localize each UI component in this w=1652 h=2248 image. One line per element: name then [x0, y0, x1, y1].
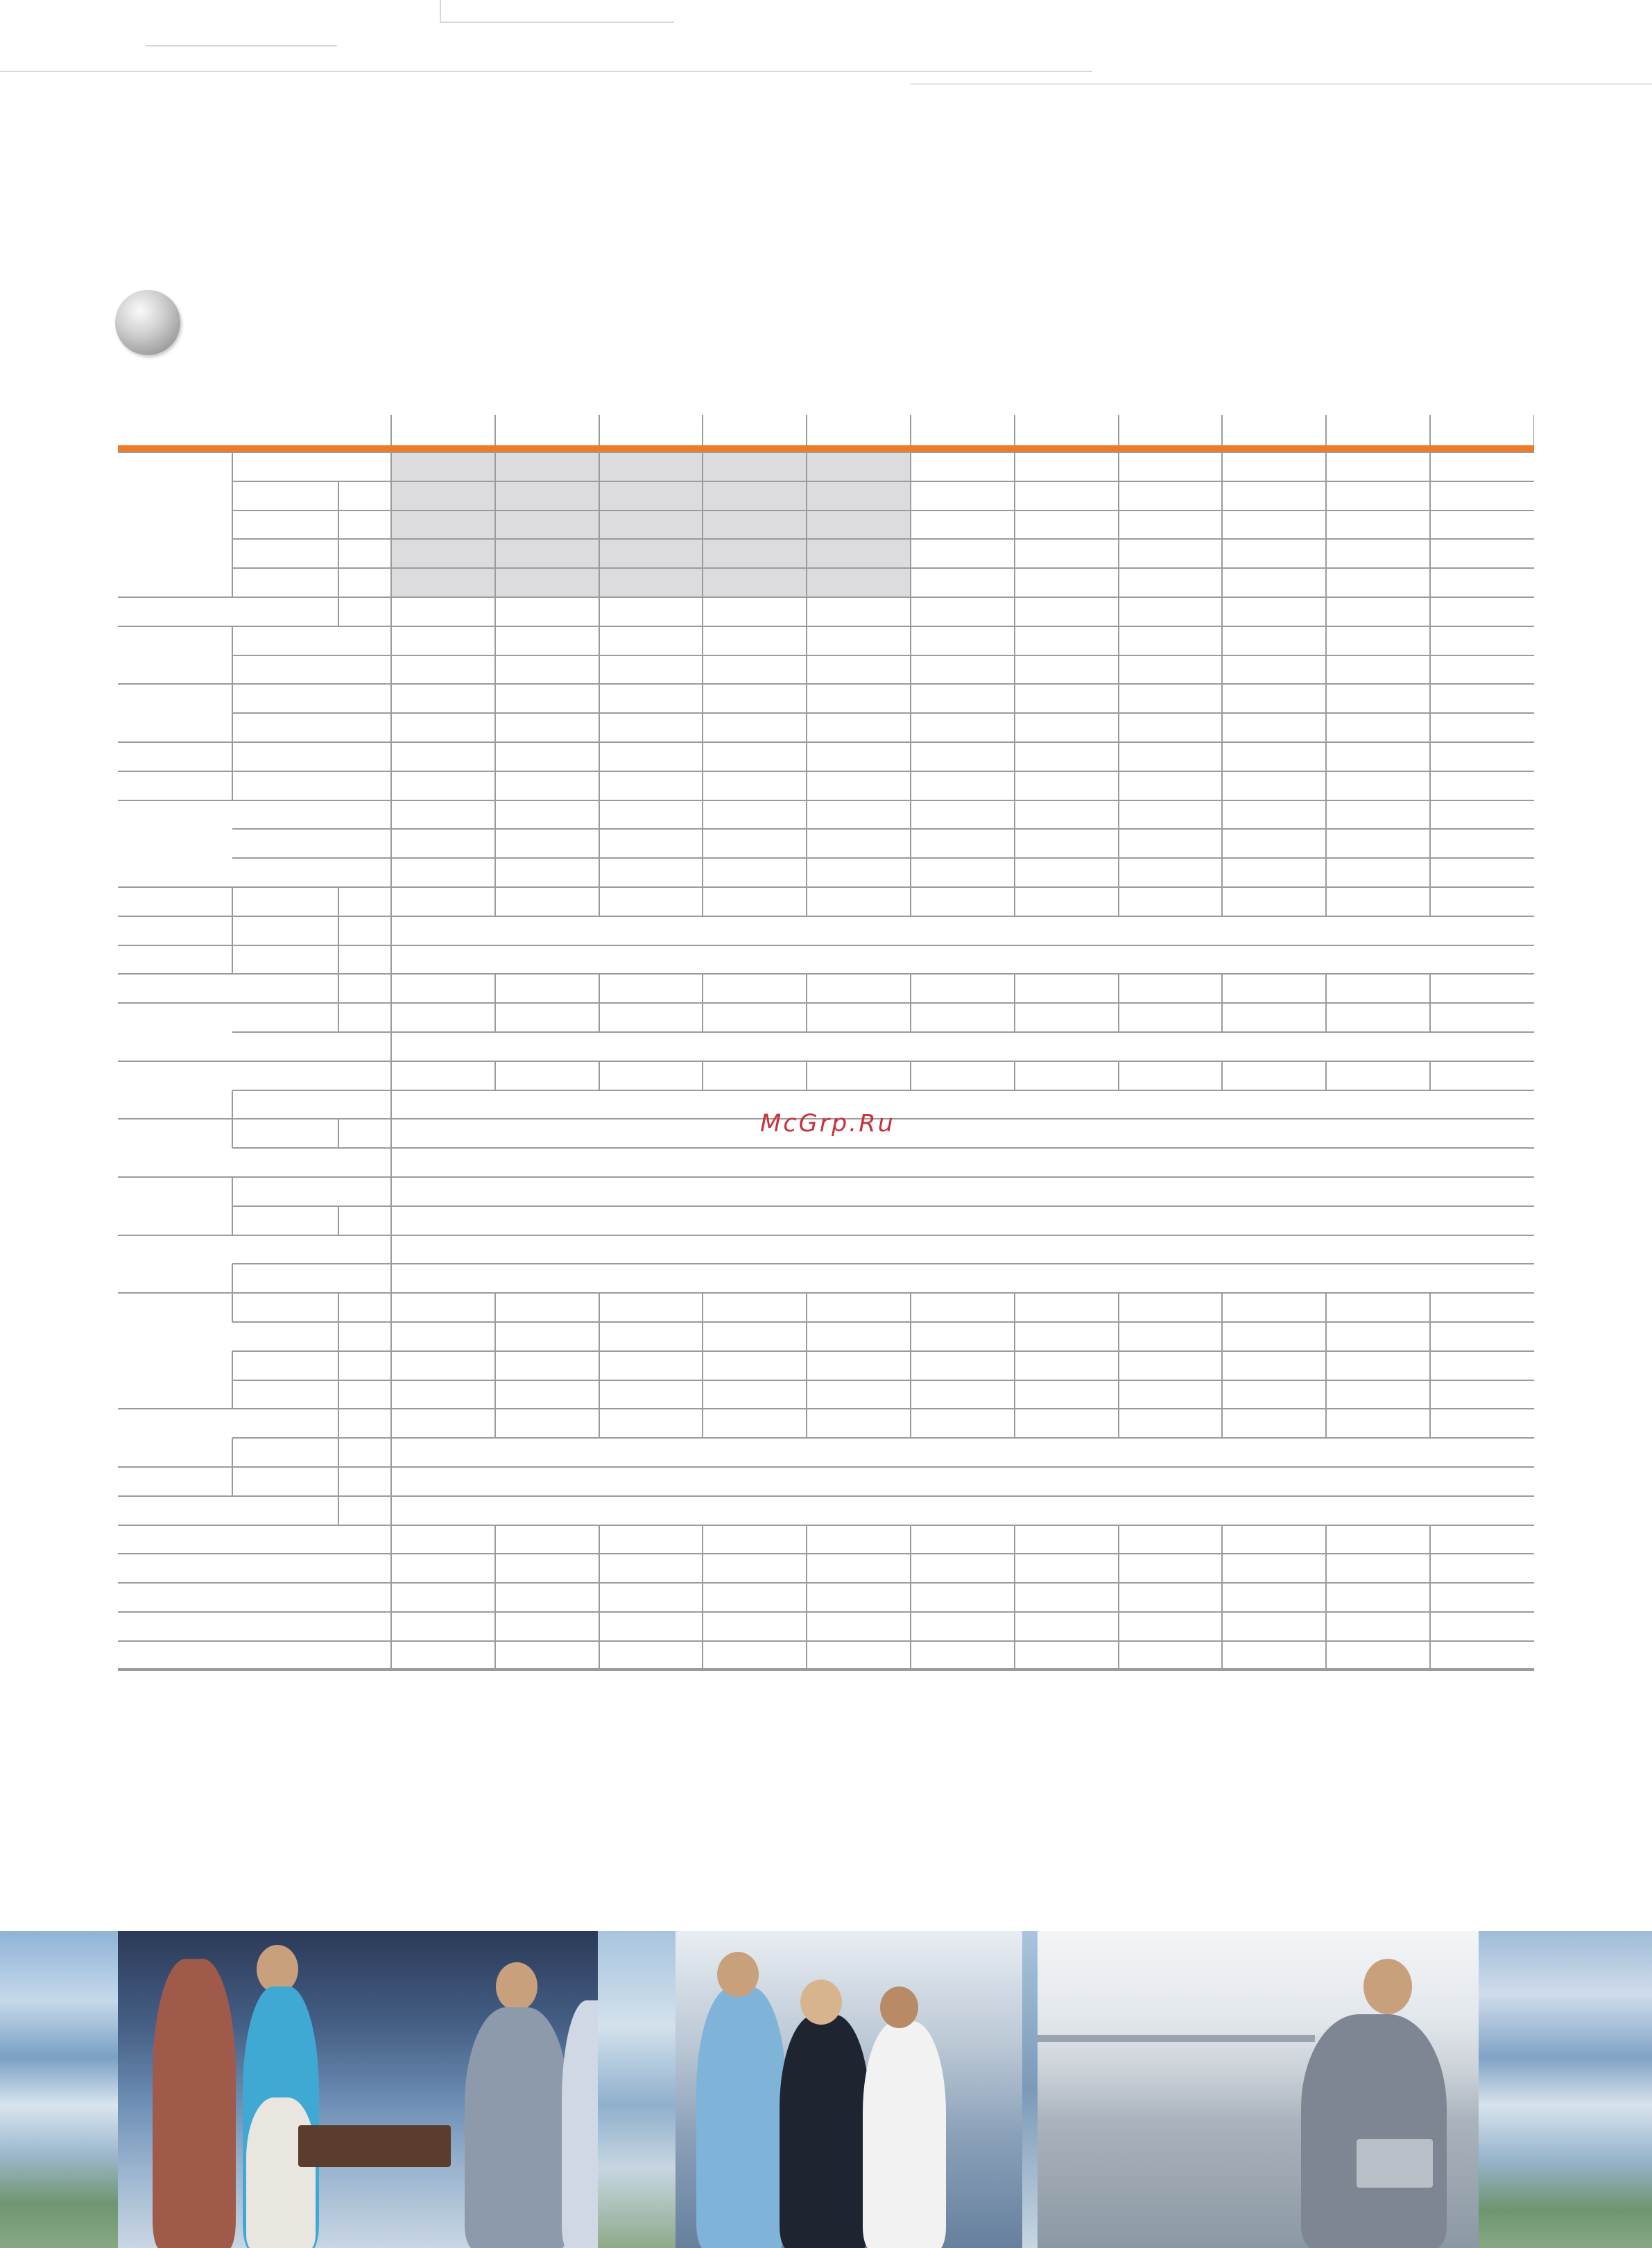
sky-band-right [1479, 1931, 1652, 2248]
bench [298, 2125, 451, 2167]
person-figure [1301, 2014, 1447, 2248]
header-accent-rule [118, 445, 1534, 452]
person-figure [246, 2097, 316, 2248]
person-figure [153, 1959, 236, 2248]
sky-band-left [0, 1931, 118, 2248]
person-figure [465, 2007, 569, 2248]
bridge [1038, 2035, 1315, 2042]
person-figure [780, 2014, 870, 2248]
spec-table-grid [118, 0, 1534, 1679]
person-head [496, 1962, 537, 2011]
spec-table [118, 0, 1534, 1679]
person-figure [863, 2021, 946, 2248]
watermark: McGrp.Ru [760, 1110, 895, 1138]
photo-people-walking-plaza [118, 1931, 676, 2248]
laptop [1357, 2139, 1433, 2188]
person-figure [696, 1987, 786, 2248]
person-head [1363, 1959, 1412, 2014]
person-head [717, 1952, 759, 1997]
person-head [800, 1980, 842, 2025]
shaded-cell-block [391, 449, 911, 597]
photo-man-with-laptop-riverside [1038, 1931, 1479, 2248]
photo-group-laughing-street [676, 1931, 1022, 2248]
sky-band-mid-left [598, 1931, 676, 2248]
photo-strip [0, 1931, 1652, 2248]
sky-band-middle [1022, 1931, 1038, 2248]
person-head [880, 1987, 918, 2028]
